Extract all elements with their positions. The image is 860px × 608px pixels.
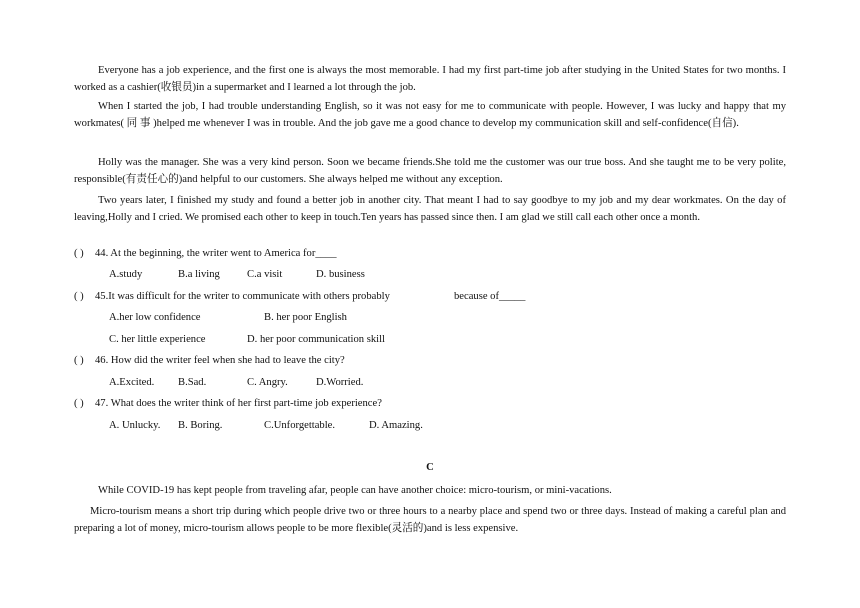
option-b: B.Sad. (178, 377, 207, 388)
passage-paragraph-3: Holly was the manager. She was a very kind person. Soon we became friends.She told me the customer was our true boss. And she taught me to be very polite, responsible(有责任心的)and helpful to our customers. She always helped me without any exception. (74, 157, 786, 185)
option-d: D. Amazing. (369, 420, 423, 431)
passage-paragraph-2: When I started the job, I had trouble understanding English, so it was not easy for me to communicate with people. However, I was lucky and happy that my workmates( 同 事 )helped me whenever I was in trouble. And the job gave me a good chance to develop my communication skill and self-confidence(自信). (74, 101, 786, 129)
option-a: A.study (109, 269, 143, 280)
question-text: 45.It was difficult for the writer to communicate with others probably (95, 291, 390, 302)
passage-paragraph-4: Two years later, I finished my study and found a better job in another city. That meant I had to say goodbye to my job and my dear workmates. On the day of leaving,Holly and I cried. We promised each other to keep in touch.Ten years has passed since then. I am glad we still call each other once a month. (74, 195, 786, 223)
option-b: B. Boring. (178, 420, 223, 431)
answer-bracket: ( ) (74, 248, 84, 259)
option-a: A.Excited. (109, 377, 155, 388)
section-c-paragraph-2: Micro-tourism means a short trip during which people drive two or three hours to a nearby place and spend two or three days. Instead of making a careful plan and preparing a lot of money, micro-tourism allows people to be more flexible(灵活的)and is less expensive. (74, 506, 786, 534)
option-b: B.a living (178, 269, 220, 280)
section-c-paragraph-1: While COVID-19 has kept people from traveling afar, people can have another choice: micro-tourism, or mini-vacations. (98, 485, 612, 496)
question-text-continuation: because of_____ (454, 291, 526, 302)
answer-bracket: ( ) (74, 291, 84, 302)
passage-paragraph-1: Everyone has a job experience, and the first one is always the most memorable. I had my first part-time job after studying in the United States for two months. I worked as a cashier(收银员)in a supermarket and I learned a lot through the job. (74, 65, 786, 93)
option-d: D.Worried. (316, 377, 364, 388)
question-text: 47. What does the writer think of her first part-time job experience? (95, 398, 382, 409)
question-text: 44. At the beginning, the writer went to America for____ (95, 248, 337, 259)
answer-bracket: ( ) (74, 355, 84, 366)
option-d: D. her poor communication skill (247, 334, 385, 345)
section-heading: C (426, 462, 434, 473)
option-c: C. her little experience (109, 334, 206, 345)
option-a: A.her low confidence (109, 312, 201, 323)
answer-bracket: ( ) (74, 398, 84, 409)
option-d: D. business (316, 269, 365, 280)
option-c: C.Unforgettable. (264, 420, 336, 431)
option-c: C. Angry. (247, 377, 288, 388)
question-text: 46. How did the writer feel when she had to leave the city? (95, 355, 345, 366)
option-a: A. Unlucky. (109, 420, 161, 431)
option-c: C.a visit (247, 269, 283, 280)
option-b: B. her poor English (264, 312, 347, 323)
